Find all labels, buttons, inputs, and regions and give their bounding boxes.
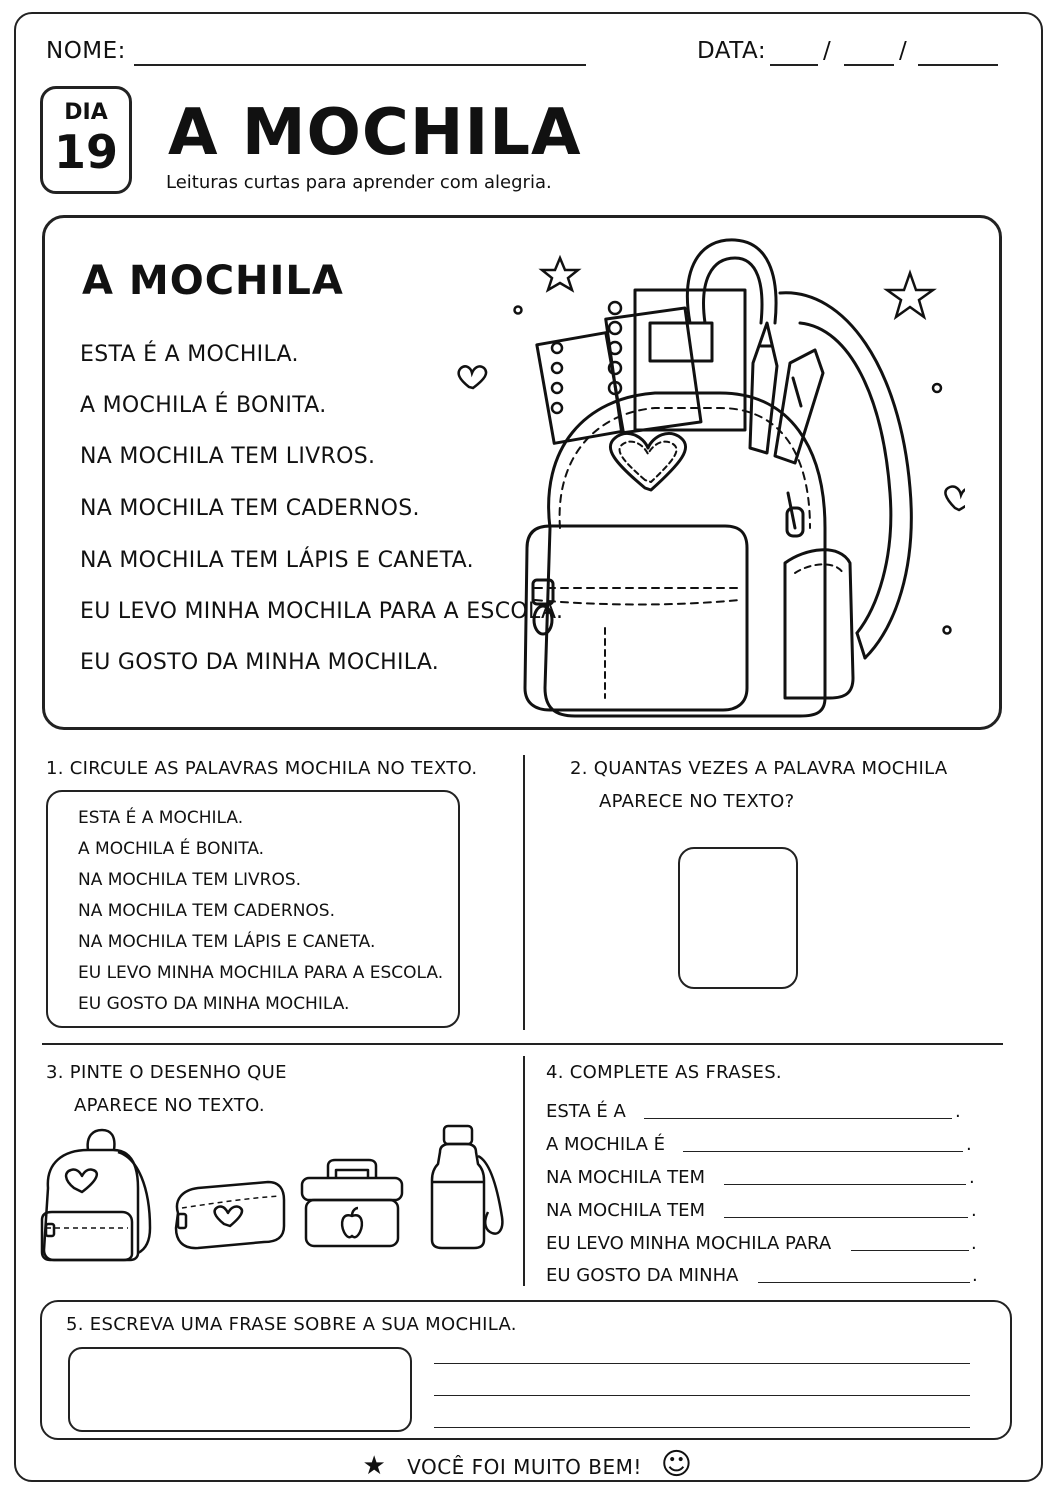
question-3-label: 3. PINTE O DESENHO QUE — [46, 1062, 287, 1083]
heart-icon — [455, 362, 490, 392]
backpack-icon[interactable] — [38, 1128, 156, 1263]
day-label: DIA — [64, 100, 108, 125]
complete-sentence: A MOCHILA É — [546, 1134, 665, 1155]
blank-field[interactable] — [644, 1118, 952, 1119]
question-4-label: 4. COMPLETE AS FRASES. — [546, 1062, 782, 1083]
complete-sentence: NA MOCHILA TEM — [546, 1167, 705, 1188]
story-line: NA MOCHILA TEM LIVROS. — [80, 444, 376, 469]
period: . — [969, 1167, 975, 1188]
date-month-field[interactable] — [844, 64, 894, 66]
blank-field[interactable] — [851, 1250, 969, 1251]
complete-sentence: EU GOSTO DA MINHA — [546, 1265, 739, 1286]
period: . — [971, 1233, 977, 1254]
column-divider — [523, 755, 525, 1030]
smile-icon: ☺ — [660, 1447, 693, 1482]
name-field[interactable] — [134, 64, 586, 66]
writing-line[interactable] — [434, 1395, 970, 1396]
blank-field[interactable] — [758, 1282, 970, 1283]
complete-sentence: NA MOCHILA TEM — [546, 1200, 705, 1221]
story-line: EU GOSTO DA MINHA MOCHILA. — [80, 650, 440, 675]
q1-line: NA MOCHILA TEM LIVROS. — [78, 870, 302, 890]
writing-line[interactable] — [434, 1363, 970, 1364]
question-5-label: 5. ESCREVA UMA FRASE SOBRE A SUA MOCHILA. — [66, 1314, 517, 1335]
blank-field[interactable] — [683, 1151, 963, 1152]
story-line: A MOCHILA É BONITA. — [80, 393, 327, 418]
question-2-label: 2. QUANTAS VEZES A PALAVRA MOCHILA — [570, 758, 948, 779]
q1-line: NA MOCHILA TEM CADERNOS. — [78, 901, 335, 921]
page-subtitle: Leituras curtas para aprender com alegria. — [166, 172, 552, 193]
footer — [0, 1447, 1055, 1482]
blank-field[interactable] — [724, 1217, 968, 1218]
date-day-field[interactable] — [770, 64, 818, 66]
day-badge — [40, 86, 132, 194]
star-icon: ★ — [362, 1451, 387, 1481]
story-line: NA MOCHILA TEM CADERNOS. — [80, 496, 420, 521]
day-number: 19 — [53, 125, 118, 179]
q1-line: ESTA É A MOCHILA. — [78, 808, 244, 828]
writing-line[interactable] — [434, 1427, 970, 1428]
date-separator: / — [823, 38, 832, 64]
footer-text: VOCÊ FOI MUITO BEM! — [407, 1455, 642, 1479]
question-3-label-cont: APARECE NO TEXTO. — [74, 1095, 265, 1116]
date-year-field[interactable] — [918, 64, 998, 66]
date-label: DATA: — [697, 38, 767, 64]
question-2-label-cont: APARECE NO TEXTO? — [599, 791, 795, 812]
q1-line: EU GOSTO DA MINHA MOCHILA. — [78, 994, 350, 1014]
story-line: EU LEVO MINHA MOCHILA PARA A ESCOLA. — [80, 599, 564, 624]
story-line: ESTA É A MOCHILA. — [80, 342, 299, 367]
page-title: A MOCHILA — [168, 96, 582, 170]
period: . — [955, 1101, 961, 1122]
water-bottle-icon[interactable] — [426, 1122, 512, 1252]
period: . — [972, 1265, 978, 1286]
column-divider — [523, 1056, 525, 1286]
period: . — [971, 1200, 977, 1221]
complete-sentence: EU LEVO MINHA MOCHILA PARA — [546, 1233, 832, 1254]
section-divider — [42, 1043, 1003, 1045]
period: . — [966, 1134, 972, 1155]
pencil-case-icon[interactable] — [168, 1178, 288, 1253]
answer-count-box[interactable] — [678, 847, 798, 989]
name-label: NOME: — [46, 38, 126, 64]
story-line: NA MOCHILA TEM LÁPIS E CANETA. — [80, 548, 474, 573]
q1-line: A MOCHILA É BONITA. — [78, 839, 265, 859]
question-1-label: 1. CIRCULE AS PALAVRAS MOCHILA NO TEXTO. — [46, 758, 478, 779]
lunchbox-icon[interactable] — [298, 1158, 406, 1250]
q1-line: NA MOCHILA TEM LÁPIS E CANETA. — [78, 932, 376, 952]
backpack-illustration — [505, 228, 965, 723]
date-separator: / — [899, 38, 908, 64]
drawing-box[interactable] — [68, 1347, 412, 1432]
blank-field[interactable] — [724, 1184, 966, 1185]
story-title: A MOCHILA — [82, 258, 344, 304]
complete-sentence: ESTA É A — [546, 1101, 626, 1122]
q1-line: EU LEVO MINHA MOCHILA PARA A ESCOLA. — [78, 963, 444, 983]
